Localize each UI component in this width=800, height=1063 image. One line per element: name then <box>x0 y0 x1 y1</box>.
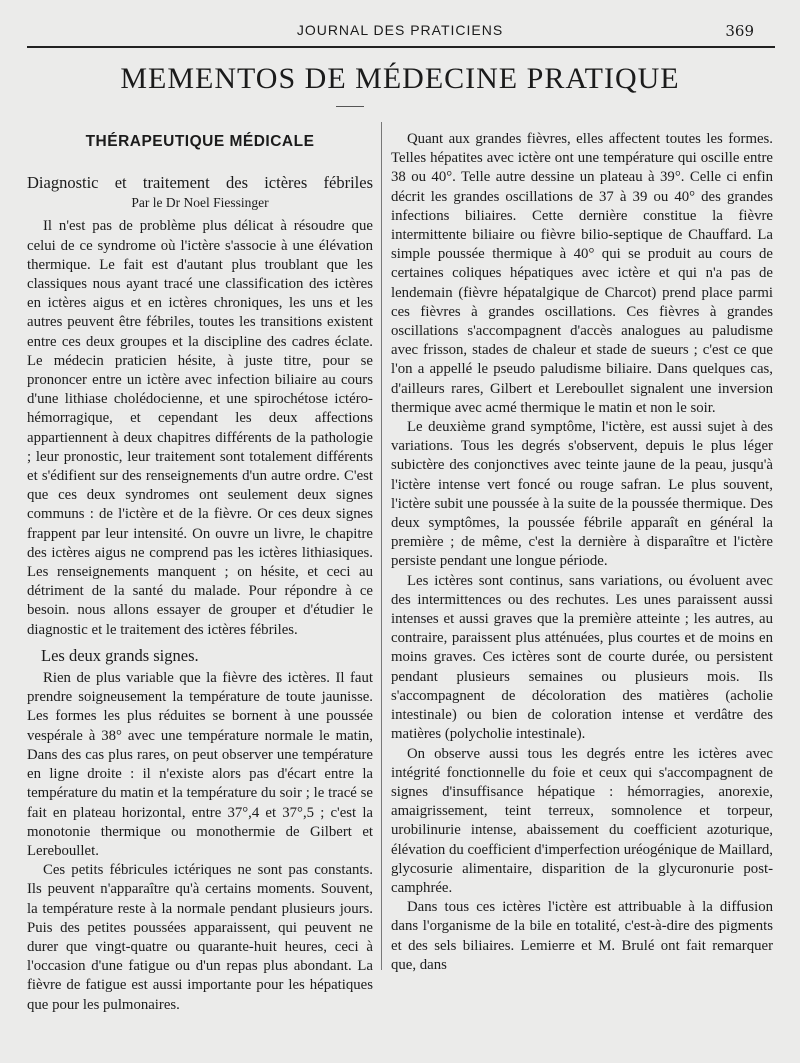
section-heading: THÉRAPEUTIQUE MÉDICALE <box>85 133 315 150</box>
paragraph: Quant aux grandes fièvres, elles affectent toutes les formes. Telles hépatites avec ictère ont une température qui oscille entre 38 ou 40°. Telle autre dessine un plateau à 39°. Celle ci enfin décrit les grandes oscillations de 37 à 39 ou 40° des grandes infections biliaires. Cette dernière constitue la fièvre intermittente biliaire ou fièvre bilio-septique de Chauffard. La simple poussée thermique à 40° qui se produit au cours de certaines coliques hépatiques avec ictère et qui n'a pas de lendemain (fièvre hépatalgique de Charcot) prend place parmi ces fièvres à grandes oscillations. Ces fièvres à grandes oscillations s'accompagnent d'accès analogues au paludisme avec frisson, stades de chaleur et stade de sueurs ; c'est ce que l'on a appellé le pseudo paludisme biliaire. Dans quelques cas, d'ailleurs rares, Gilbert et Lereboullet signalent une inversion thermique avec acmé thermique le matin et non le soir. <box>391 131 773 416</box>
journal-name: JOURNAL DES PRATICIENS <box>296 22 504 38</box>
paragraph: Le deuxième grand symptôme, l'ictère, est aussi sujet à des variations. Tous les degrés s'observent, depuis le plus léger subictère des conjonctives avec teinte jaune de la peau, jusqu'à l'ictère intense vert foncé ou rouge safran. Le plus souvent, l'ictère subit une poussée à la suite de la poussée thermique. Des deux symptômes, la poussée fébrile apparaît en général la première ; de même, c'est la dernière à disparaître et l'ictère persiste pendant une longue période. <box>391 419 773 570</box>
page-title: MEMENTOS DE MÉDECINE PRATIQUE <box>120 62 680 95</box>
byline: Par le Dr Noel Fiessinger <box>131 195 269 211</box>
article-title: Diagnostic et traitement des ictères fébriles <box>27 173 373 193</box>
page-number: 369 <box>725 22 754 40</box>
subheading: Les deux grands signes. <box>41 645 199 665</box>
column-divider <box>381 122 382 970</box>
paragraph: Rien de plus variable que la fièvre des ictères. Il faut prendre soigneusement la température de toute jaunisse. Les formes les plus réduites se bornent à une poussée vespérale à 38° avec une température normale le matin, Dans des cas plus rares, on peut observer une température en ligne droite : il n'existe alors pas d'écart entre la température du matin et la température du soir ; le tracé se fait en plateau horizontal, entre 37°,4 et 37°,5 ; c'est la monotonie thermique ou monothermie de Gilbert et Lereboullet. <box>27 670 373 859</box>
header-rule <box>27 46 775 48</box>
paragraph: Dans tous ces ictères l'ictère est attribuable à la diffusion dans l'organisme de la bile en totalité, c'est-à-dire des pigments et des sels biliaires. Lemierre et M. Brulé ont fait remarquer que, dans <box>391 899 773 973</box>
paragraph: Les ictères sont continus, sans variations, ou évoluent avec des intermittences ou des rechutes. Les unes paraissent aussi intenses et aussi graves que la première atteinte ; les autres, au contraire, paraissent plus atténuées, plus courtes et de moins en moins graves. Ces ictères sont de courte durée, ou persistent pendant plusieurs semaines ou plusieurs mois. Ils s'accompagnent de décoloration des matières (acholie intestinale) ou bien de coloration intense et verdâtre des matières (polycholie intestinale). <box>391 572 773 743</box>
right-column <box>391 130 773 975</box>
paragraph: Ces petits fébricules ictériques ne sont pas constants. Ils peuvent n'apparaître qu'à certains moments. Souvent, la température reste à la normale pendant plusieurs jours. Puis des petites poussées apparaissent, qui peuvent ne durer que vingt-quatre ou quarante-huit heures, ceci à l'occasion d'une fatigue ou d'un repas plus abondant. La fièvre de fatigue est aussi importante pour les hépatiques que pour les pulmonaires. <box>27 862 373 1013</box>
title-divider <box>336 106 364 107</box>
left-column <box>27 130 373 1015</box>
paragraph: On observe aussi tous les degrés entre les ictères avec intégrité fonctionnelle du foie et ceux qui s'accompagnent de signes d'insuffisance hépatique : hémorragies, anorexie, amaigrissement, teint terreux, somnolence et torpeur, urobilinurie intense, abaissement du coefficient azoturique, élévation du coefficient d'imperfection uréogénique de Maillard, glycosurie alimentaire, disparition de la glycuronurie post-camphrée. <box>391 745 773 896</box>
paragraph: Il n'est pas de problème plus délicat à résoudre que celui de ce syndrome où l'ictère s'associe à une élévation thermique. Le fait est d'autant plus troublant que les classiques nous ayant tracé une classification des ictères en ictères aigus et en ictères chroniques, les uns et les autres peuvent être fébriles, toutes les transitions existent entre ces deux groupes et la discipline des cadres éclate. Le médecin praticien hésite, à juste titre, pour se prononcer entre un ictère avec infection biliaire au cours d'une lithiase cholédocienne, et une spirochétose ictéro-hémorragique, et cependant les deux affections appartiennent à deux chapitres différents de la pathologie ; leur pronostic, leur traitement sont totalement différents et s'édifient sur des renseignements d'un autre ordre. C'est que ces deux syndromes ont seulement deux signes communs : de l'ictère et de la fièvre. Or ces deux signes frappent par leur intensité. On ouvre un livre, le chapitre des ictères aigus ne comprend pas les ictères lithiasiques. Les renseignements manquent ; on hésite, et ceci au détriment de la santé du malade. Pour répondre à ce besoin. nous allons essayer de grouper et d'étudier le diagnostic et le traitement des ictères fébriles. <box>27 218 373 638</box>
running-header <box>0 22 800 46</box>
